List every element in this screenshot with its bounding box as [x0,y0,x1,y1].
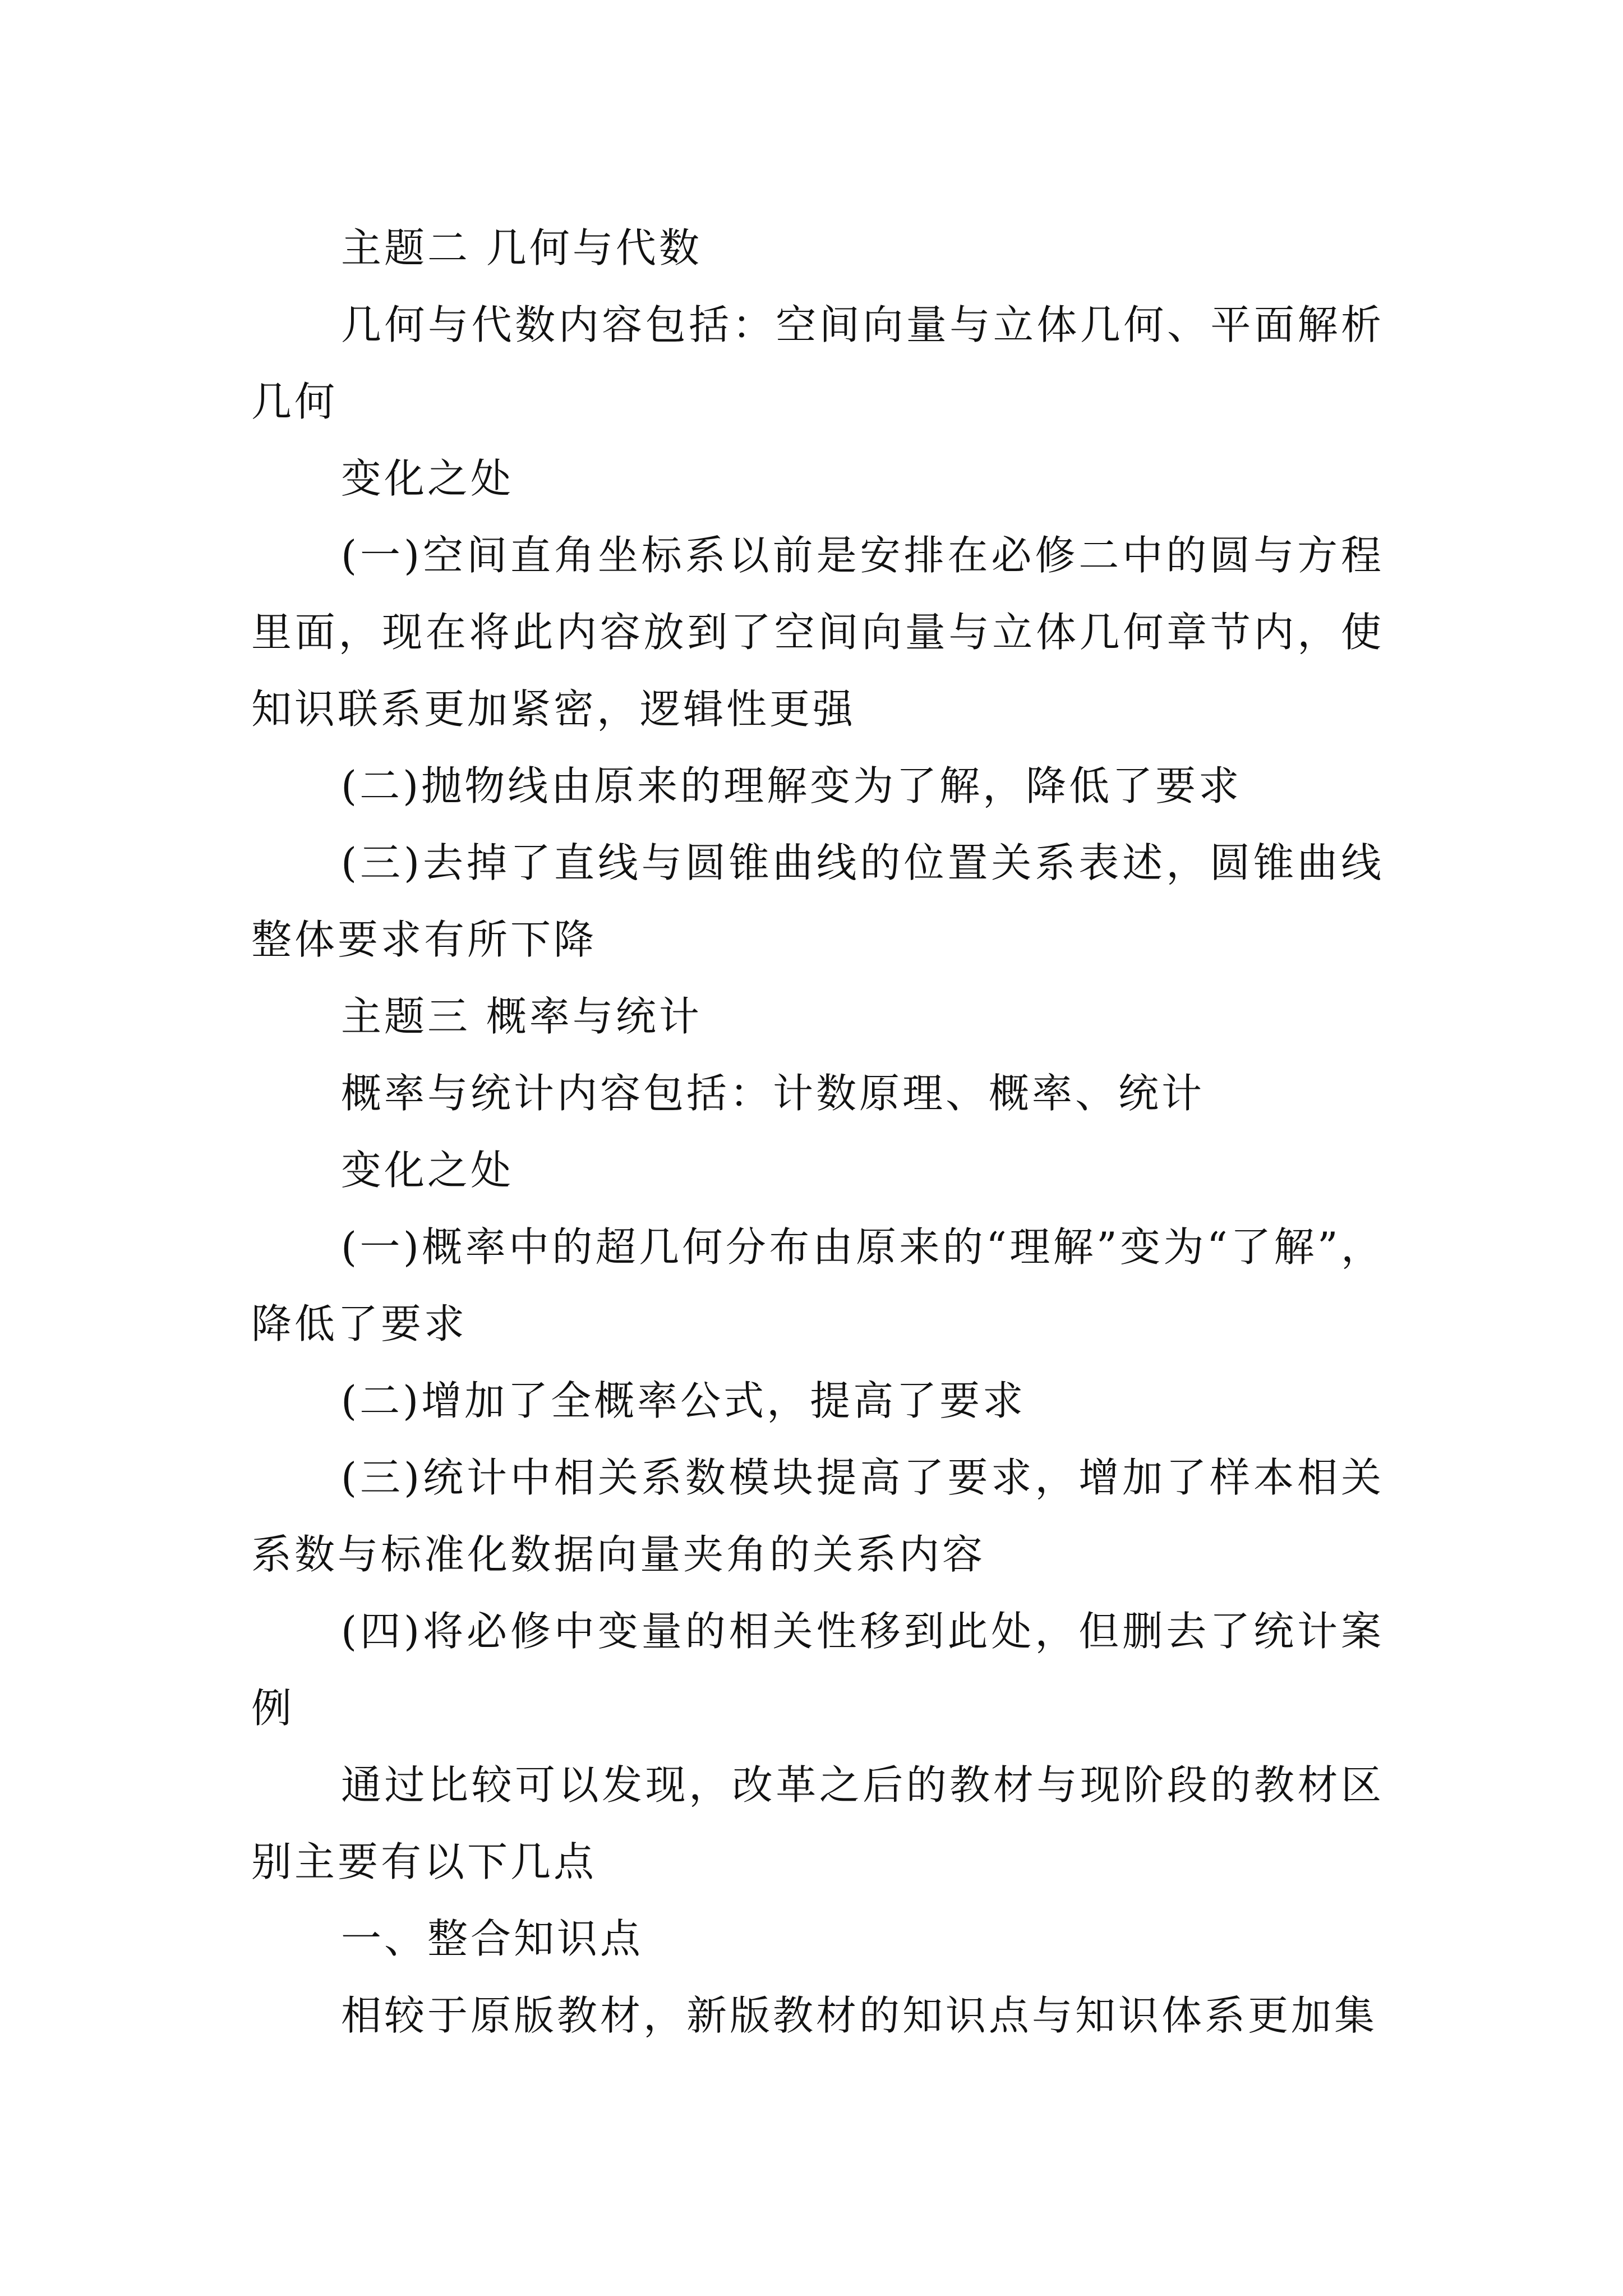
section-heading: 主题二 几何与代数 [341,224,702,272]
list-item: (一)概率中的超几何分布由原来的“理解”变为“了解”，降低了要求 [251,1223,1384,1347]
list-item: (一)空间直角坐标系以前是安排在必修二中的圆与方程里面，现在将此内容放到了空间向量与立体几何章节内，使知识联系更加紧密，逻辑性更强 [251,532,1384,733]
paragraph: 概率与统计内容包括：计数原理、概率、统计 [341,1070,1205,1117]
list-item: (三)统计中相关系数模块提高了要求，增加了样本相关系数与标准化数据向量夹角的关系内容 [251,1454,1384,1578]
document-body [251,210,1384,2054]
section-heading: 一、整合知识点 [341,1915,644,1962]
paragraph: 几何与代数内容包括：空间向量与立体几何、平面解析几何 [251,301,1384,425]
subheading: 变化之处 [341,455,514,502]
paragraph: 通过比较可以发现，改革之后的教材与现阶段的教材区别主要有以下几点 [251,1761,1384,1885]
list-item: (二)抛物线由原来的理解变为了解，降低了要求 [341,762,1242,809]
section-heading: 主题三 概率与统计 [341,993,702,1040]
list-item: (三)去掉了直线与圆锥曲线的位置关系表述，圆锥曲线整体要求有所下降 [251,839,1384,963]
subheading: 变化之处 [341,1147,514,1194]
paragraph: 相较于原版教材，新版教材的知识点与知识体系更加集 [341,1992,1378,2039]
list-item: (二)增加了全概率公式，提高了要求 [341,1377,1026,1424]
list-item: (四)将必修中变量的相关性移到此处，但删去了统计案例 [251,1608,1384,1732]
